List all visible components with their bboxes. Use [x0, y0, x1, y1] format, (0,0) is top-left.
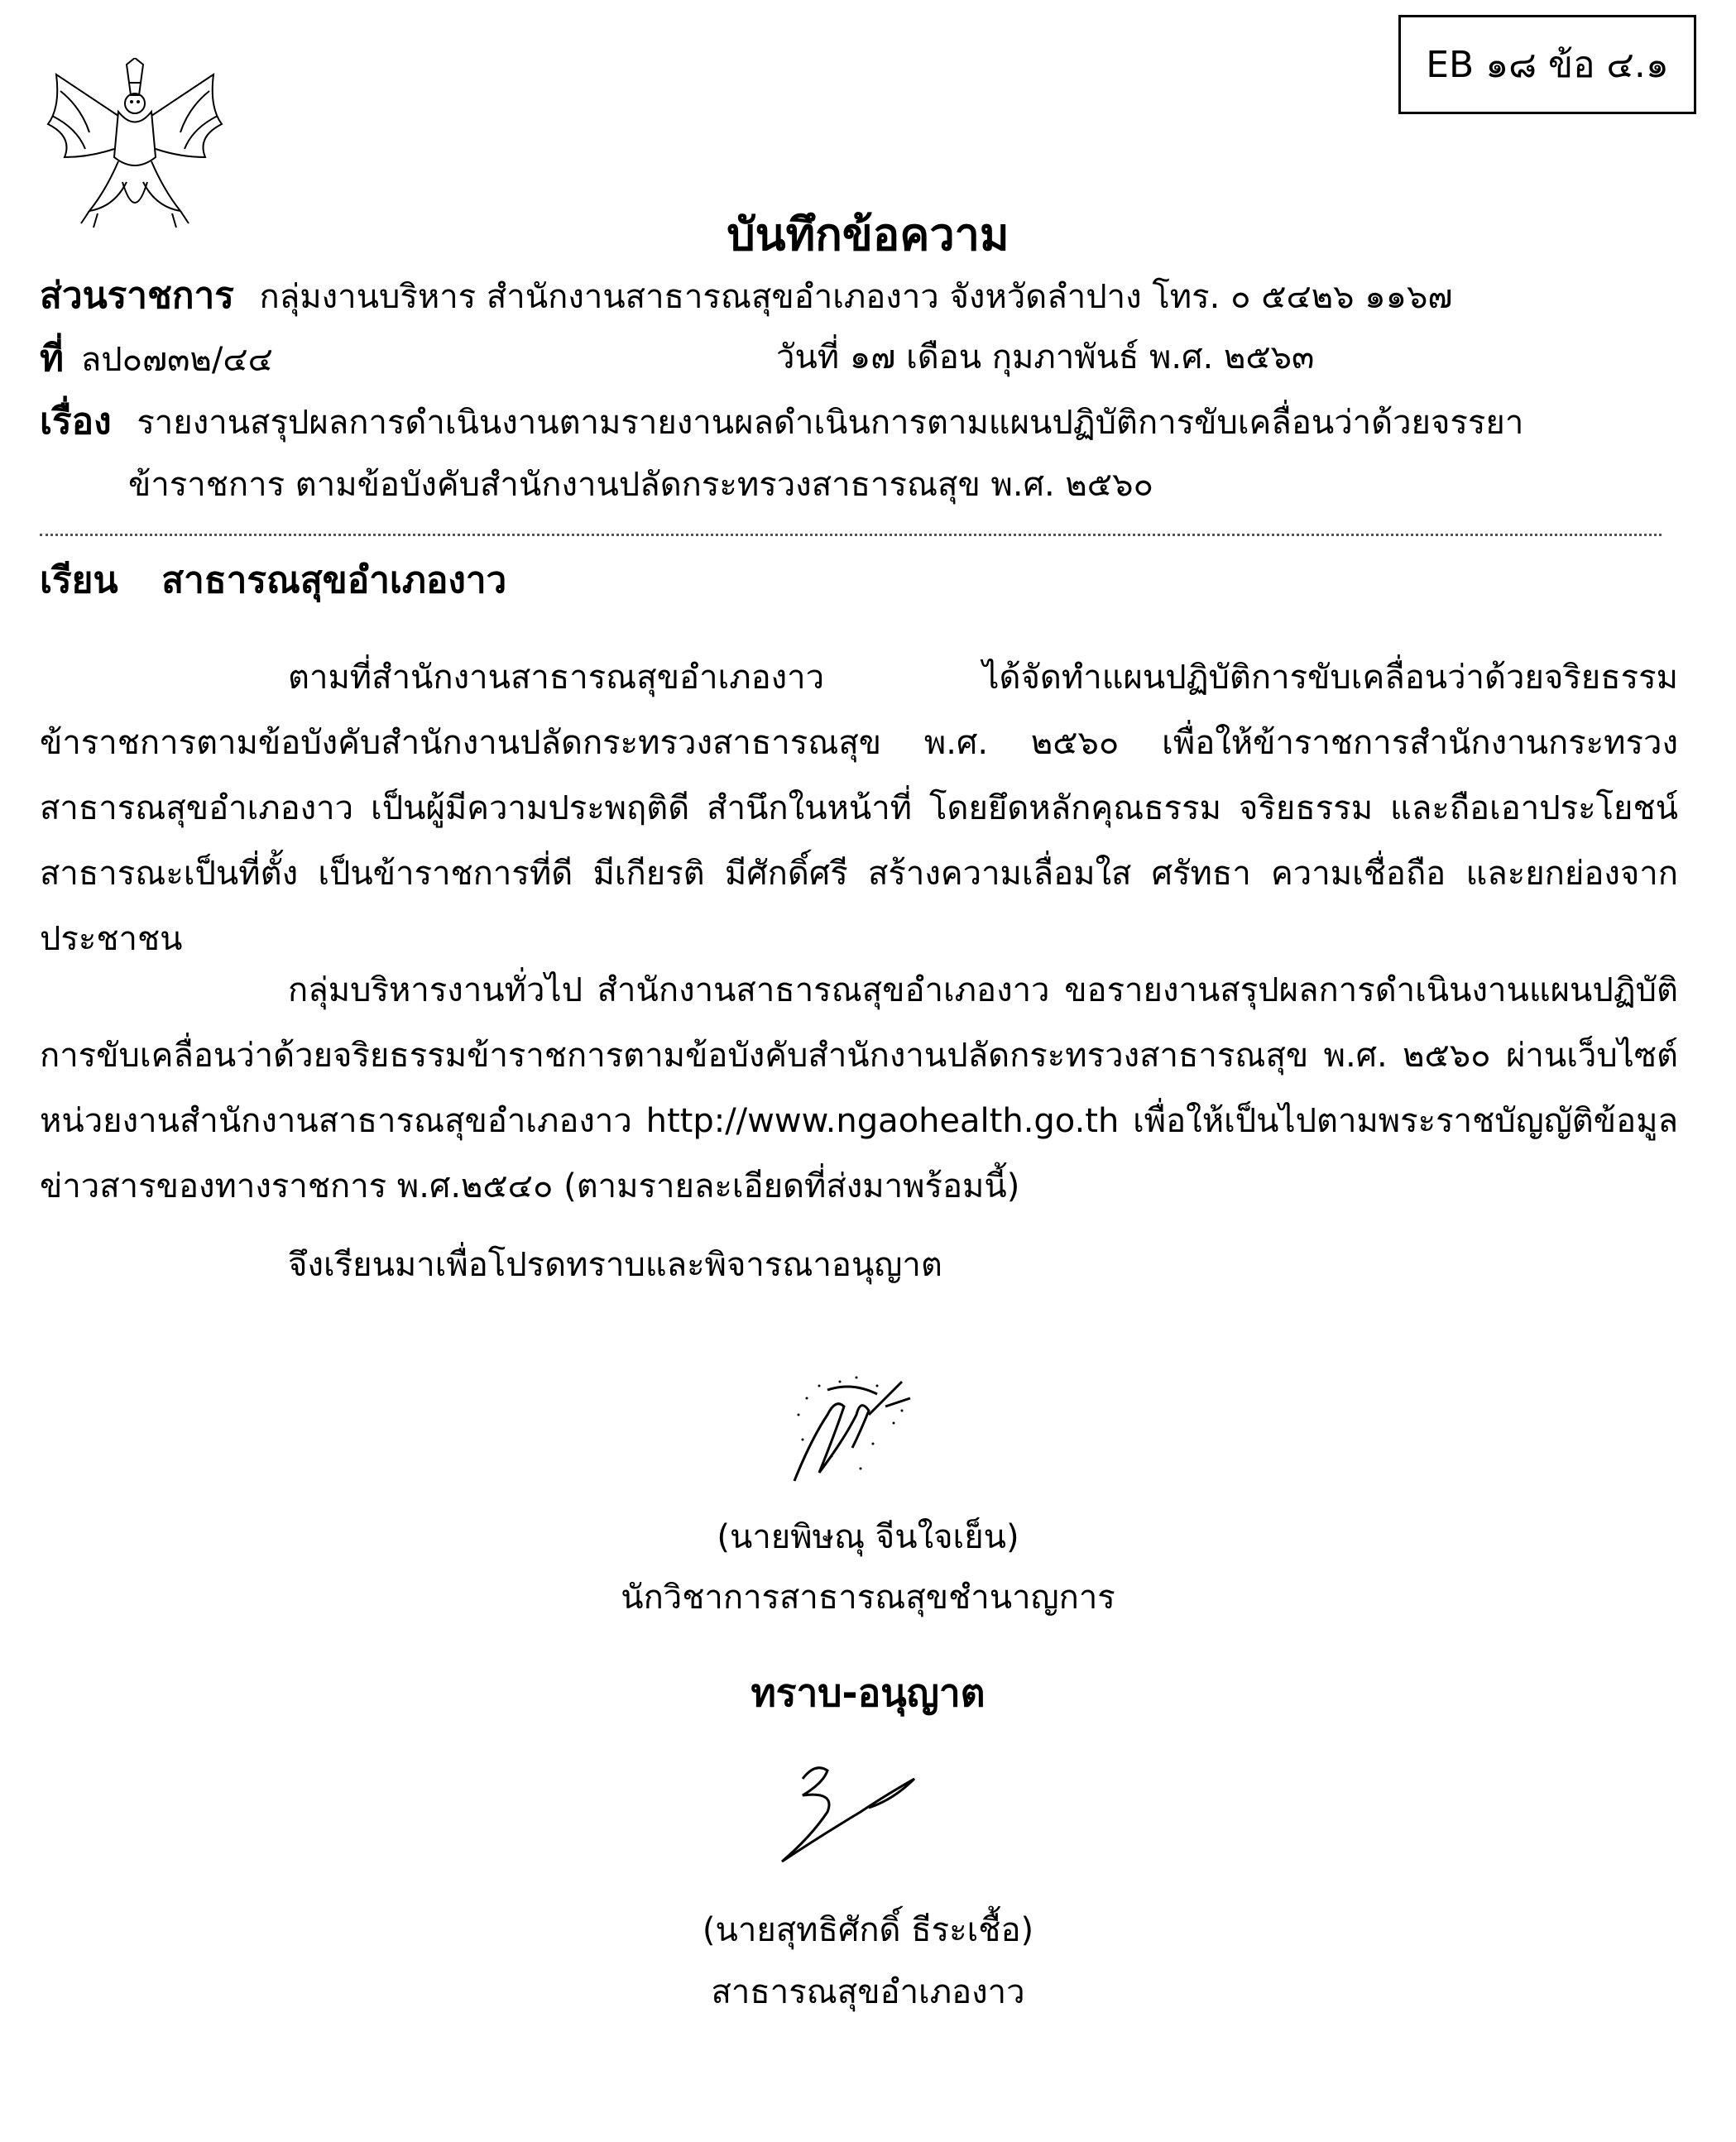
signer-1-position: นักวิชาการสาธารณสุขชำนาญการ: [621, 1579, 1115, 1617]
subject-text-line1: รายงานสรุปผลการดำเนินงานตามรายงานผลดำเนินการตามแผนปฏิบัติการขับเคลื่อนว่าด้วยจรรยา: [137, 404, 1524, 442]
body-paragraph-1: ตามที่สำนักงานสาธารณสุขอำเภองาว ได้จัดทำแผนปฏิบัติการขับเคลื่อนว่าด้วยจริยธรรมข้าราชการตามข้อบังคับสำนักงานปลัดกระทรวงสาธารณสุข พ.ศ. ๒๕๖๐ เพื่อให้ข้าราชการสำนักงานกระทรวงสาธารณสุขอำเภองาว เป็นผู้มีความประพฤติดี สำนึกในหน้าที่ โดยยึดหลักคุณธรรม จริยธรรม และถือเอาประโยชน์สาธารณะเป็นที่ตั้ง เป็นข้าราชการที่ดี มีเกียรติ มีศักดิ์ศรี สร้างความเลื่อมใส ศรัทธา ความเชื่อถือ และยกย่องจากประชาชน: [40, 659, 1678, 958]
header-divider: [40, 534, 1662, 536]
department-label: ส่วนราชการ: [40, 275, 234, 317]
signer-1-name: (นายพิษณุ จีนใจเย็น): [717, 1518, 1019, 1556]
signer-2-name: (นายสุทธิศักดิ์ ธีระเชื้อ): [702, 1911, 1034, 1949]
reference-code: EB ๑๘ ข้อ ๔.๑: [1426, 44, 1669, 86]
signer-2-position: สาธารณสุขอำเภองาว: [711, 1973, 1025, 2011]
subject-label: เรื่อง: [40, 400, 112, 443]
signature-1: [778, 1365, 927, 1489]
salutation-recipient: สาธารณสุขอำเภองาว: [161, 559, 507, 601]
reference-code-box: [1398, 15, 1696, 114]
signature-2: [770, 1754, 935, 1870]
salutation: [40, 559, 507, 601]
department-value: กลุ่มงานบริหาร สำนักงานสาธารณสุขอำเภองาว จังหวัดลำปาง โทร. ๐ ๕๔๒๖ ๑๑๖๗: [259, 278, 1453, 316]
subject-line: [40, 400, 1524, 443]
subject-text-line2: ข้าราชการ ตามข้อบังคับสำนักงานปลัดกระทรวงสาธารณสุข พ.ศ. ๒๕๖๐: [128, 466, 1153, 504]
document-title: บันทึกข้อความ: [727, 208, 1009, 261]
salutation-label: เรียน: [40, 559, 118, 601]
department-line: [40, 275, 1453, 317]
closing-sentence: จึงเรียนมาเพื่อโปรดทราบและพิจารณาอนุญาต: [288, 1246, 942, 1284]
reference-line: [40, 338, 273, 380]
approval-text: ทราบ-อนุญาต: [751, 1670, 985, 1715]
body-paragraph-2: กลุ่มบริหารงานทั่วไป สำนักงานสาธารณสุขอำเภองาว ขอรายงานสรุปผลการดำเนินงานแผนปฏิบัติการขับเคลื่อนว่าด้วยจริยธรรมข้าราชการตามข้อบังคับสำนักงานปลัดกระทรวงสาธารณสุข พ.ศ. ๒๕๖๐ ผ่านเว็บไซต์หน่วยงานสำนักงานสาธารณสุขอำเภองาว http://www.ngaohealth.go.th เพื่อให้เป็นไปตามพระราชบัญญัติข้อมูลข่าวสารของทางราชการ พ.ศ.๒๕๔๐ (ตามรายละเอียดที่ส่งมาพร้อมนี้): [40, 971, 1678, 1205]
reference-number: ลป๐๗๓๒/๔๔: [80, 341, 273, 379]
reference-label: ที่: [40, 338, 65, 380]
date-line: วันที่ ๑๗ เดือน กุมภาพันธ์ พ.ศ. ๒๕๖๓: [776, 338, 1315, 376]
